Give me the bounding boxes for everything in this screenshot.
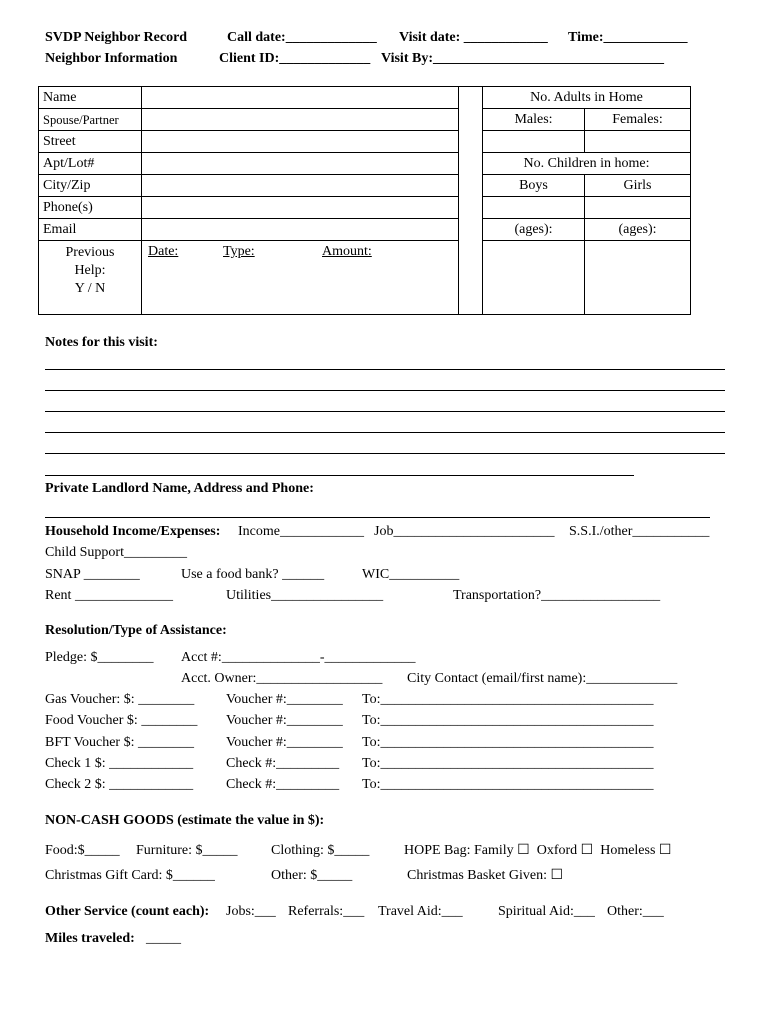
clothing-value-field[interactable]: Clothing: $_____ [271,843,370,858]
other-service-label: Other Service (count each): [45,904,210,919]
noncash-label: NON-CASH GOODS (estimate the value in $): [45,813,325,828]
previous-help-line-1: Previous [65,245,115,260]
check-2-number[interactable]: Check #:_________ [226,777,340,792]
form-subtitle: Neighbor Information [45,51,178,66]
spacer-column [459,87,483,315]
history-date-header: Date: [148,244,179,259]
check-2-to[interactable]: To:_______________________________________ [362,777,654,792]
spouse-label: Spouse/Partner [39,109,142,131]
city-zip-input[interactable] [142,175,459,197]
pledge-field[interactable]: Pledge: $________ [45,650,154,665]
bft-voucher-number[interactable]: Voucher #:________ [226,735,343,750]
job-field[interactable]: Job_______________________ [374,524,555,539]
landlord-label: Private Landlord Name, Address and Phone: [45,481,314,496]
bft-voucher-amount[interactable]: BFT Voucher $: ________ [45,735,194,750]
miles-field[interactable]: _____ [146,931,181,946]
travel-aid-count-field[interactable]: Travel Aid:___ [378,904,463,919]
snap-field[interactable]: SNAP ________ [45,567,140,582]
females-input[interactable] [585,131,691,153]
notes-line[interactable] [45,369,725,370]
girls-ages-input[interactable] [585,241,691,315]
adults-header: No. Adults in Home [483,87,691,109]
check-1-amount[interactable]: Check 1 $: ____________ [45,756,194,771]
previous-help-label [39,241,142,315]
gas-voucher-number[interactable]: Voucher #:________ [226,692,343,707]
notes-line[interactable] [45,390,725,391]
referrals-count-field[interactable]: Referrals:___ [288,904,365,919]
phone-input[interactable] [142,197,459,219]
christmas-basket-checkbox[interactable]: Christmas Basket Given: ☐ [407,868,564,883]
check-1-to[interactable]: To:_______________________________________ [362,756,654,771]
males-input[interactable] [483,131,585,153]
history-amount-header: Amount: [322,244,372,259]
miles-label: Miles traveled: [45,931,135,946]
children-header: No. Children in home: [483,153,691,175]
form-title: SVDP Neighbor Record [45,30,188,45]
income-field[interactable]: Income____________ [238,524,364,539]
visit-by-field[interactable]: Visit By:_________________________________ [381,51,664,66]
boys-ages-label: (ages): [483,219,585,241]
boys-ages-input[interactable] [483,241,585,315]
utilities-field[interactable]: Utilities________________ [226,588,384,603]
boys-input[interactable] [483,197,585,219]
notes-line[interactable] [45,432,725,433]
christmas-gift-card-field[interactable]: Christmas Gift Card: $______ [45,868,215,883]
males-label: Males: [483,109,585,131]
household-label: Household Income/Expenses: [45,524,221,539]
girls-ages-label: (ages): [585,219,691,241]
phone-label: Phone(s) [39,197,142,219]
email-input[interactable] [142,219,459,241]
food-value-field[interactable]: Food:$_____ [45,843,120,858]
wic-field[interactable]: WIC__________ [362,567,460,582]
food-voucher-to[interactable]: To:_______________________________________ [362,713,654,728]
client-id-field[interactable]: Client ID:_____________ [219,51,371,66]
notes-line[interactable] [45,411,725,412]
resolution-label: Resolution/Type of Assistance: [45,623,227,638]
spouse-input[interactable] [142,109,459,131]
gas-voucher-to[interactable]: To:_______________________________________ [362,692,654,707]
notes-line[interactable] [45,453,725,454]
city-contact-field[interactable]: City Contact (email/first name):_____________ [407,671,678,686]
furniture-value-field[interactable]: Furniture: $_____ [136,843,238,858]
ssi-other-field[interactable]: S.S.I./other___________ [569,524,710,539]
check-1-number[interactable]: Check #:_________ [226,756,340,771]
boys-label: Boys [483,175,585,197]
acct-number-field[interactable]: Acct #:______________-_____________ [181,650,416,665]
food-bank-field[interactable]: Use a food bank? ______ [181,567,325,582]
rent-field[interactable]: Rent ______________ [45,588,173,603]
landlord-line[interactable] [45,517,710,518]
notes-label: Notes for this visit: [45,335,158,350]
email-label: Email [39,219,142,241]
other-service-count-field[interactable]: Other:___ [607,904,664,919]
street-label: Street [39,131,142,153]
jobs-count-field[interactable]: Jobs:___ [226,904,276,919]
spiritual-aid-count-field[interactable]: Spiritual Aid:___ [498,904,595,919]
history-type-header: Type: [223,244,255,259]
apt-label: Apt/Lot# [39,153,142,175]
previous-help-line-2: Help: [74,263,106,278]
apt-input[interactable] [142,153,459,175]
visit-date-field[interactable]: Visit date: ____________ [399,30,548,45]
street-input[interactable] [142,131,459,153]
notes-line[interactable] [45,475,634,476]
transportation-field[interactable]: Transportation?_________________ [453,588,661,603]
hope-bag-checkboxes[interactable]: HOPE Bag: Family ☐ Oxford ☐ Homeless ☐ [404,843,672,858]
time-field[interactable]: Time:____________ [568,30,688,45]
food-voucher-number[interactable]: Voucher #:________ [226,713,343,728]
females-label: Females: [585,109,691,131]
name-input[interactable] [142,87,459,109]
name-label: Name [39,87,142,109]
food-voucher-amount[interactable]: Food Voucher $: ________ [45,713,198,728]
other-value-field[interactable]: Other: $_____ [271,868,353,883]
acct-owner-field[interactable]: Acct. Owner:__________________ [181,671,383,686]
check-2-amount[interactable]: Check 2 $: ____________ [45,777,194,792]
bft-voucher-to[interactable]: To:_______________________________________ [362,735,654,750]
gas-voucher-amount[interactable]: Gas Voucher: $: ________ [45,692,195,707]
child-support-field[interactable]: Child Support_________ [45,545,187,560]
city-zip-label: City/Zip [39,175,142,197]
girls-input[interactable] [585,197,691,219]
girls-label: Girls [585,175,691,197]
previous-help-yn[interactable]: Y / N [74,281,106,296]
previous-help-history[interactable] [142,241,459,315]
neighbor-info-table [38,86,691,315]
call-date-field[interactable]: Call date:_____________ [227,30,377,45]
